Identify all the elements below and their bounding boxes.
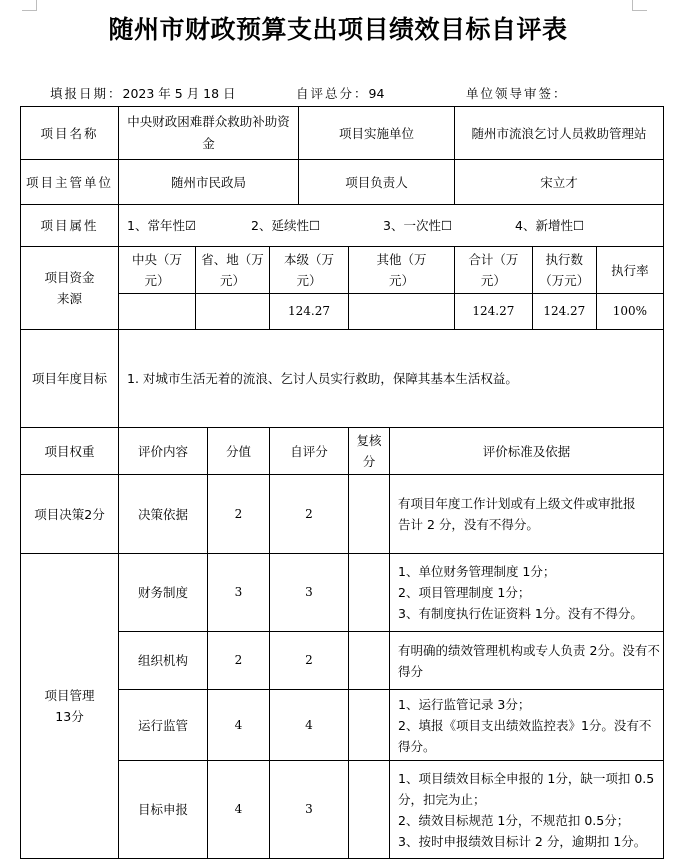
person-label: 项目负责人 bbox=[299, 160, 455, 205]
group-management-line: 项目管理 bbox=[44, 688, 95, 703]
attr-label: 项目属性 bbox=[21, 205, 119, 247]
eval-score: 2 bbox=[208, 632, 270, 690]
eval-standard-line: 得分。 bbox=[398, 738, 436, 754]
funding-value-rate: 100% bbox=[596, 294, 663, 330]
eval-standard-line: 2、填报《项目支出绩效监控表》1分。没有不 bbox=[398, 717, 652, 733]
document-title: 随州市财政预算支出项目绩效目标自评表 bbox=[108, 15, 568, 44]
eval-content: 目标申报 bbox=[119, 761, 208, 859]
attr-option-continuing: 2、延续性☐ bbox=[251, 218, 321, 233]
leader-sign bbox=[466, 84, 568, 102]
eval-score: 4 bbox=[208, 690, 270, 761]
eval-score: 2 bbox=[208, 475, 270, 554]
eval-score: 3 bbox=[208, 554, 270, 632]
row-annual-goal bbox=[21, 330, 664, 428]
funding-value-local: 124.27 bbox=[270, 294, 349, 330]
eval-self-score: 3 bbox=[270, 761, 349, 859]
attr-option-onetime: 3、一次性☐ bbox=[383, 218, 453, 233]
eval-standard-line: 有项目年度工作计划或有上级文件或审批报 bbox=[398, 496, 636, 511]
eval-header-weight: 项目权重 bbox=[21, 428, 119, 475]
eval-score: 4 bbox=[208, 761, 270, 859]
impl-unit-value: 随州市流浪乞讨人员救助管理站 bbox=[454, 107, 663, 160]
eval-standard bbox=[390, 761, 664, 859]
eval-content: 运行监管 bbox=[119, 690, 208, 761]
eval-standard-line: 2、绩效目标规范 1分，不规范扣 0.5分； bbox=[398, 812, 630, 828]
eval-content: 组织机构 bbox=[119, 632, 208, 690]
eval-header-standard: 评价标准及依据 bbox=[390, 428, 664, 475]
funding-header-total bbox=[454, 247, 532, 294]
eval-header-review: 复核分 bbox=[349, 428, 390, 475]
annual-goal-text: 1. 对城市生活无着的流浪、乞讨人员实行救助，保障其基本生活权益。 bbox=[119, 330, 664, 428]
funding-header-central bbox=[119, 247, 196, 294]
eval-standard-line: 1、项目绩效目标全申报的 1分，缺一项扣 0.5 bbox=[398, 770, 655, 786]
fill-date-label: 填报日期： bbox=[50, 86, 123, 101]
row-authority bbox=[21, 160, 664, 205]
leader-sign-label: 单位领导审签： bbox=[466, 86, 568, 101]
eval-review-score bbox=[349, 554, 390, 632]
attr-option-recurring: 1、常年性☑ bbox=[127, 218, 197, 233]
project-name-label: 项目名称 bbox=[21, 107, 119, 160]
group-management bbox=[21, 554, 119, 859]
eval-standard-line: 1、运行监管记录 3分； bbox=[398, 696, 531, 712]
eval-header-score: 分值 bbox=[208, 428, 270, 475]
self-total-value: 94 bbox=[368, 86, 385, 101]
funding-value-total: 124.27 bbox=[454, 294, 532, 330]
funding-header-province bbox=[196, 247, 270, 294]
attr-option-new: 4、新增性☐ bbox=[515, 218, 585, 233]
funding-header-province-text: 省、地（万元） bbox=[201, 252, 264, 288]
eval-content: 决策依据 bbox=[119, 475, 208, 554]
annual-goal-label: 项目年度目标 bbox=[21, 330, 119, 428]
eval-review-score bbox=[349, 475, 390, 554]
eval-header-self: 自评分 bbox=[270, 428, 349, 475]
funding-header-other bbox=[349, 247, 455, 294]
eval-standard-line: 有明确的绩效管理机构或专人负责 2分。没有不 bbox=[398, 642, 660, 658]
eval-content: 财务制度 bbox=[119, 554, 208, 632]
eval-self-score: 2 bbox=[270, 475, 349, 554]
evaluation-table bbox=[20, 106, 664, 859]
funding-header-total-text: 合计（万元） bbox=[468, 252, 519, 288]
table-row bbox=[21, 554, 664, 632]
impl-unit-label: 项目实施单位 bbox=[299, 107, 455, 160]
funding-header-central-text: 中央（万元） bbox=[131, 252, 182, 288]
eval-standard bbox=[390, 554, 664, 632]
funding-header-local bbox=[270, 247, 349, 294]
row-funding-header bbox=[21, 247, 664, 294]
fill-date bbox=[50, 84, 236, 102]
self-total bbox=[296, 84, 384, 102]
row-eval-header bbox=[21, 428, 664, 475]
eval-standard bbox=[390, 475, 664, 554]
group-management-line: 13分 bbox=[55, 709, 84, 724]
funding-label bbox=[21, 247, 119, 330]
funding-value-province bbox=[196, 294, 270, 330]
funding-header-executed-text: 执行数（万元） bbox=[539, 252, 590, 288]
eval-standard-line: 得分 bbox=[398, 663, 424, 679]
person-value: 宋立才 bbox=[454, 160, 663, 205]
table-row bbox=[21, 475, 664, 554]
eval-standard-line: 3、有制度执行佐证资料 1分。没有不得分。 bbox=[398, 606, 643, 621]
funding-value-other bbox=[349, 294, 455, 330]
eval-review-score bbox=[349, 761, 390, 859]
authority-label: 项目主管单位 bbox=[21, 160, 119, 205]
fill-date-value: 2023 年 5 月 18 日 bbox=[122, 86, 236, 101]
eval-self-score: 2 bbox=[270, 632, 349, 690]
eval-standard bbox=[390, 632, 664, 690]
eval-standard-line: 3、按时申报绩效目标计 2 分，逾期扣 1分。 bbox=[398, 833, 647, 849]
eval-standard-line: 2、项目管理制度 1分； bbox=[398, 585, 531, 600]
funding-header-local-text: 本级（万元） bbox=[283, 252, 334, 288]
eval-self-score: 4 bbox=[270, 690, 349, 761]
eval-review-score bbox=[349, 690, 390, 761]
row-attributes bbox=[21, 205, 664, 247]
funding-header-executed bbox=[532, 247, 596, 294]
authority-value: 随州市民政局 bbox=[119, 160, 299, 205]
attr-options bbox=[119, 205, 664, 247]
funding-value-central bbox=[119, 294, 196, 330]
row-project-name bbox=[21, 107, 664, 160]
funding-header-other-text: 其他（万元） bbox=[376, 252, 427, 288]
eval-standard-line: 1、单位财务管理制度 1分； bbox=[398, 564, 556, 579]
eval-standard-line: 告计 2 分，没有不得分。 bbox=[398, 517, 539, 532]
group-decision: 项目决策2分 bbox=[21, 475, 119, 554]
funding-value-executed: 124.27 bbox=[532, 294, 596, 330]
eval-self-score: 3 bbox=[270, 554, 349, 632]
funding-label-text: 项目资金来源 bbox=[44, 270, 95, 306]
eval-review-score bbox=[349, 632, 390, 690]
funding-header-rate: 执行率 bbox=[596, 247, 663, 294]
eval-header-content: 评价内容 bbox=[119, 428, 208, 475]
self-total-label: 自评总分： bbox=[296, 86, 369, 101]
eval-standard bbox=[390, 690, 664, 761]
project-name-value: 中央财政困难群众救助补助资金 bbox=[119, 107, 299, 160]
eval-standard-line: 分，扣完为止； bbox=[398, 791, 486, 807]
